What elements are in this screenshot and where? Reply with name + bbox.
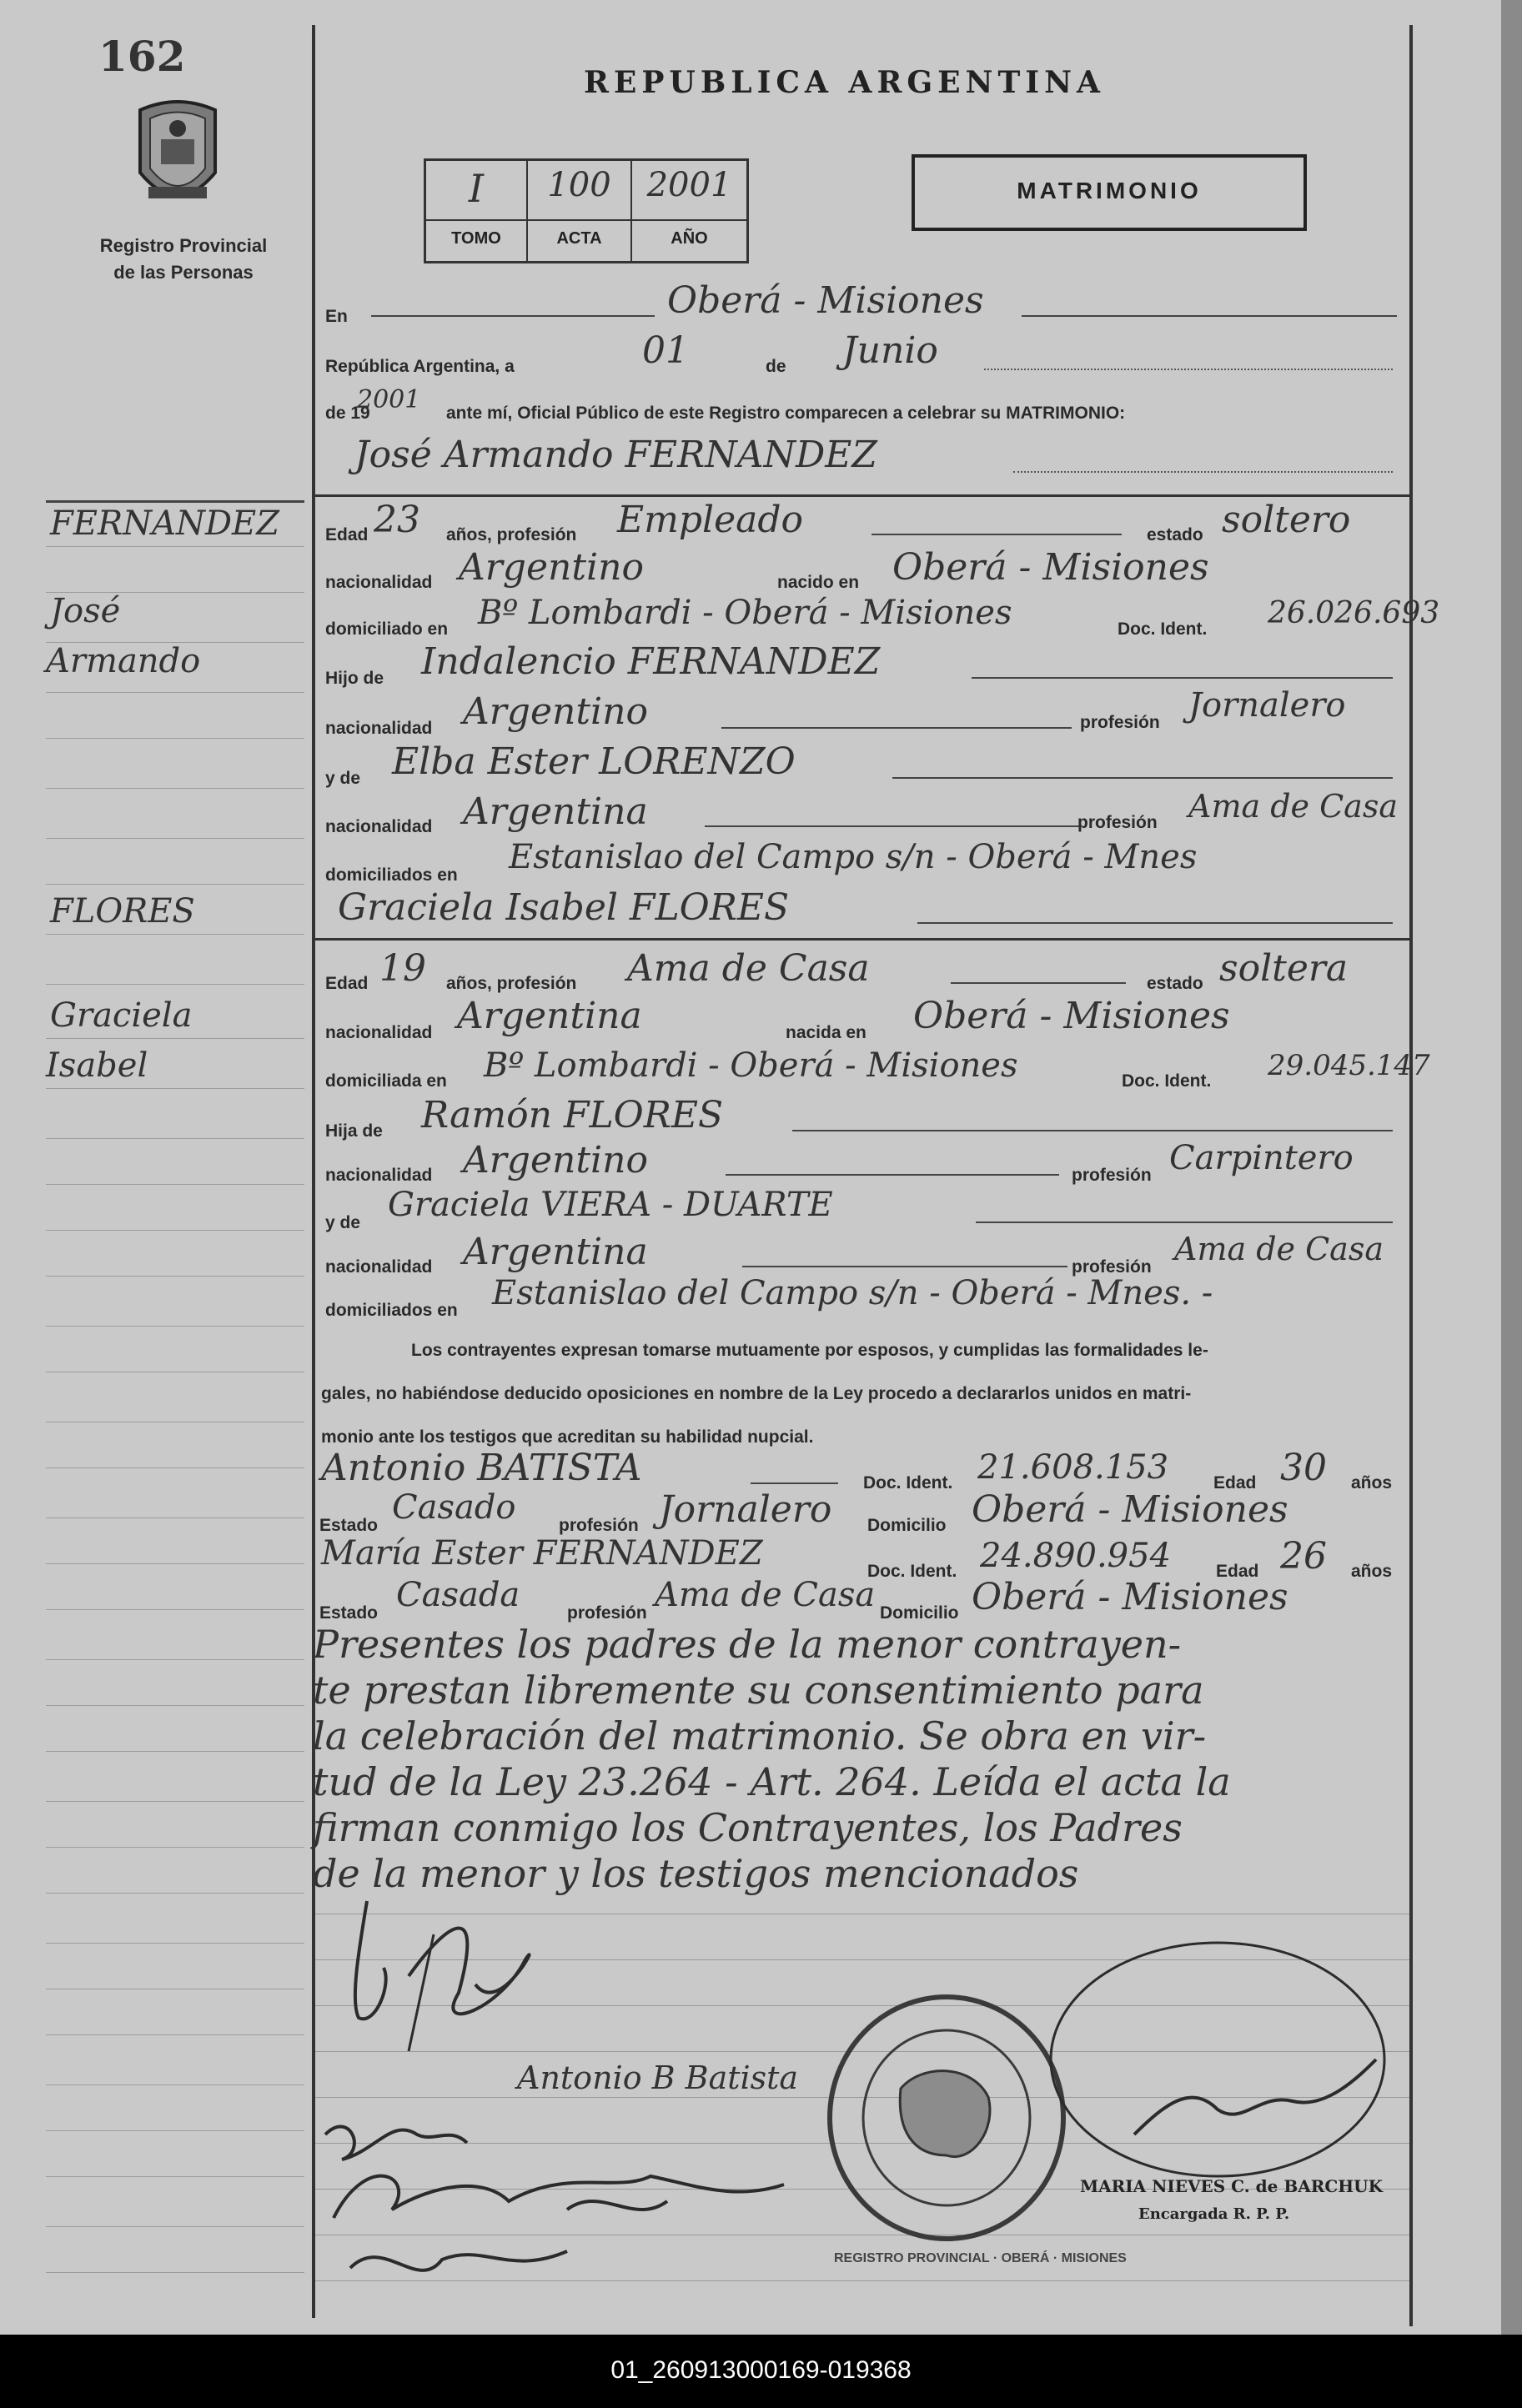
ano-label: AÑO xyxy=(671,229,708,248)
groom-father-nac-label: nacionalidad xyxy=(325,719,433,738)
bride-parents-dom-label: domiciliados en xyxy=(325,1301,458,1320)
groom-father: Indalencio FERNANDEZ xyxy=(421,640,881,683)
ano-value: 2001 xyxy=(646,166,732,204)
witness2-doc: 24.890.954 xyxy=(980,1537,1172,1575)
bride-dom-label: domiciliada en xyxy=(325,1071,447,1091)
bride-father-profession: Carpintero xyxy=(1169,1139,1354,1177)
groom-full-name: José Armando FERNANDEZ xyxy=(354,434,877,476)
bride-father-prof-label: profesión xyxy=(1072,1166,1152,1185)
witness2-edad-label: Edad xyxy=(1216,1562,1259,1581)
image-id-footer xyxy=(0,2335,1522,2408)
groom-dom-label: domiciliado en xyxy=(325,620,449,639)
observation-line: te prestan libremente su consentimiento para xyxy=(313,1668,1204,1713)
bride-mother: Graciela VIERA - DUARTE xyxy=(388,1186,833,1224)
witness2-profession: Ama de Casa xyxy=(655,1576,876,1614)
page-number: 162 xyxy=(98,32,186,81)
groom-doc-label: Doc. Ident. xyxy=(1118,620,1208,639)
witness-signature: Antonio B Batista xyxy=(517,2059,799,2096)
witness1-age: 30 xyxy=(1280,1447,1327,1489)
sidebar-groom-name2: Armando xyxy=(46,642,201,680)
groom-mother-nac-label: nacionalidad xyxy=(325,817,433,836)
ceremony-place: Oberá - Misiones xyxy=(667,279,984,322)
bride-edad-label: Edad xyxy=(325,974,369,993)
witness2-name: María Ester FERNANDEZ xyxy=(321,1534,763,1573)
witness1-estado-label: Estado xyxy=(319,1516,379,1535)
groom-father-profession: Jornalero xyxy=(1188,686,1346,725)
right-frame-line xyxy=(1409,25,1413,2326)
witness1-domicile: Oberá - Misiones xyxy=(972,1488,1288,1531)
observation-line: la celebración del matrimonio. Se obra en vir- xyxy=(313,1713,1207,1758)
observation-line: de la menor y los testigos mencionados xyxy=(313,1851,1079,1896)
witness1-edad-label: Edad xyxy=(1213,1473,1257,1492)
acta-label: ACTA xyxy=(556,229,602,248)
bride-hija-label: Hija de xyxy=(325,1121,383,1141)
groom-parents-domicile: Estanislao del Campo s/n - Oberá - Mnes xyxy=(509,838,1198,876)
declaration-line1: Los contrayentes expresan tomarse mutuamente por esposos, y cumplidas las formalidades le- xyxy=(411,1341,1208,1360)
sidebar-bride-surname: FLORES xyxy=(50,892,195,931)
bride-nacida-label: nacida en xyxy=(786,1023,866,1042)
groom-domicile: Bº Lombardi - Oberá - Misiones xyxy=(478,594,1012,632)
witness2-domicile: Oberá - Misiones xyxy=(972,1576,1288,1618)
groom-nac-label: nacionalidad xyxy=(325,573,433,592)
witness2-estado: Casada xyxy=(396,1576,520,1614)
bride-birthplace: Oberá - Misiones xyxy=(913,995,1230,1037)
bride-mother-prof-label: profesión xyxy=(1072,1257,1152,1277)
bride-father-nac-label: nacionalidad xyxy=(325,1166,433,1185)
groom-age: 23 xyxy=(374,499,420,541)
bride-full-name: Graciela Isabel FLORES xyxy=(338,886,790,929)
record-type-box xyxy=(912,154,1307,231)
groom-mother-nationality: Argentina xyxy=(463,790,648,833)
groom-anos-prof-label: años, profesión xyxy=(446,525,577,544)
groom-father-prof-label: profesión xyxy=(1080,713,1160,732)
de-year-label: de 19 xyxy=(325,404,370,423)
republica-label: República Argentina, a xyxy=(325,357,515,376)
groom-father-nationality: Argentino xyxy=(463,690,648,733)
witness1-prof-label: profesión xyxy=(559,1516,639,1535)
bride-mother-profession: Ama de Casa xyxy=(1174,1231,1384,1267)
page-edge-shadow xyxy=(1501,0,1522,2335)
bride-mother-nationality: Argentina xyxy=(463,1231,648,1273)
en-label: En xyxy=(325,307,348,326)
officer-signature-icon xyxy=(1026,1934,1409,2201)
groom-mother-profession: Ama de Casa xyxy=(1188,788,1398,825)
sidebar-groom-name1: José xyxy=(50,592,121,630)
ceremony-year: 2001 xyxy=(357,385,421,414)
bride-father: Ramón FLORES xyxy=(421,1094,724,1136)
record-type: MATRIMONIO xyxy=(1017,178,1202,203)
bride-nac-label: nacionalidad xyxy=(325,1023,433,1042)
ceremony-month: Junio xyxy=(842,329,938,372)
provincial-seal-icon xyxy=(123,93,232,218)
groom-signature-icon xyxy=(334,1884,550,2068)
acta-value: 100 xyxy=(547,166,611,204)
registry-name-line2: de las Personas xyxy=(113,262,254,283)
witness1-doc-label: Doc. Ident. xyxy=(863,1473,953,1492)
groom-doc: 26.026.693 xyxy=(1268,596,1440,630)
groom-hijo-label: Hijo de xyxy=(325,669,384,688)
officer-title: Encargada R. P. P. xyxy=(1138,2205,1290,2223)
witness2-prof-label: profesión xyxy=(567,1603,647,1623)
witness2-anos-label: años xyxy=(1351,1562,1393,1581)
bride-doc-label: Doc. Ident. xyxy=(1122,1071,1212,1091)
groom-nacido-label: nacido en xyxy=(777,573,860,592)
groom-estado: soltero xyxy=(1222,499,1351,541)
groom-nationality: Argentino xyxy=(459,546,644,589)
declaration-line3: monio ante los testigos que acreditan su habilidad nupcial. xyxy=(321,1427,814,1447)
sidebar-bride-name2: Isabel xyxy=(46,1046,148,1085)
witness2-estado-label: Estado xyxy=(319,1603,379,1623)
bride-parents-domicile: Estanislao del Campo s/n - Oberá - Mnes. - xyxy=(492,1274,1213,1312)
tomo-label: TOMO xyxy=(451,229,501,248)
bride-domicile: Bº Lombardi - Oberá - Misiones xyxy=(484,1046,1018,1085)
witness1-doc: 21.608.153 xyxy=(977,1448,1169,1487)
witness1-anos-label: años xyxy=(1351,1473,1393,1492)
witness2-doc-label: Doc. Ident. xyxy=(867,1562,957,1581)
groom-estado-label: estado xyxy=(1147,525,1203,544)
bride-anos-prof-label: años, profesión xyxy=(446,974,577,993)
sidebar-groom-surname: FERNANDEZ xyxy=(50,504,280,543)
observation-line: Presentes los padres de la menor contrayen- xyxy=(313,1622,1182,1667)
document-title: REPUBLICA ARGENTINA xyxy=(584,65,1105,100)
groom-mother-yde-label: y de xyxy=(325,769,361,788)
witness1-profession: Jornalero xyxy=(659,1488,832,1531)
record-reference-box xyxy=(424,158,749,263)
bride-mother-yde-label: y de xyxy=(325,1213,361,1232)
witness1-estado: Casado xyxy=(392,1488,516,1527)
groom-profession: Empleado xyxy=(617,499,804,541)
bride-estado-label: estado xyxy=(1147,974,1203,993)
sidebar-bride-name1: Graciela xyxy=(50,996,193,1035)
groom-birthplace: Oberá - Misiones xyxy=(892,546,1209,589)
observation-line: firman conmigo los Contrayentes, los Padres xyxy=(313,1805,1183,1850)
witness2-dom-label: Domicilio xyxy=(880,1603,959,1623)
groom-parents-dom-label: domiciliados en xyxy=(325,865,458,885)
bride-mother-nac-label: nacionalidad xyxy=(325,1257,433,1277)
ceremony-day: 01 xyxy=(642,329,689,372)
tomo-value: I xyxy=(468,166,485,211)
observation-line: tud de la Ley 23.264 - Art. 264. Leída el acta la xyxy=(313,1759,1231,1804)
witness2-age: 26 xyxy=(1280,1535,1327,1578)
declaration-line2: gales, no habiéndose deducido oposiciones en nombre de la Ley procedo a declararlos unidos en matri- xyxy=(321,1384,1192,1403)
de-month-label: de xyxy=(766,357,786,376)
bride-father-nationality: Argentino xyxy=(463,1139,648,1181)
bride-doc: 29.045.147 xyxy=(1268,1049,1430,1082)
image-id: 01_260913000169-019368 xyxy=(610,2356,912,2384)
bride-profession: Ama de Casa xyxy=(627,947,870,990)
witness1-dom-label: Domicilio xyxy=(867,1516,947,1535)
groom-edad-label: Edad xyxy=(325,525,369,544)
witness1-name: Antonio BATISTA xyxy=(321,1447,642,1489)
groom-mother: Elba Ester LORENZO xyxy=(392,740,796,783)
groom-mother-prof-label: profesión xyxy=(1077,813,1158,832)
witness2-signature-icon xyxy=(317,2101,901,2310)
officer-name: MARIA NIEVES C. de BARCHUK xyxy=(1080,2176,1384,2196)
bride-age: 19 xyxy=(379,947,426,990)
left-frame-line xyxy=(312,25,315,2318)
bride-nationality: Argentina xyxy=(457,995,642,1037)
intro-text: ante mí, Oficial Público de este Registro comparecen a celebrar su MATRIMONIO: xyxy=(446,404,1126,423)
registry-name-line1: Registro Provincial xyxy=(99,235,268,256)
bride-estado: soltera xyxy=(1219,947,1349,990)
stamp-text: REGISTRO PROVINCIAL · OBERÁ · MISIONES xyxy=(834,2251,1127,2265)
